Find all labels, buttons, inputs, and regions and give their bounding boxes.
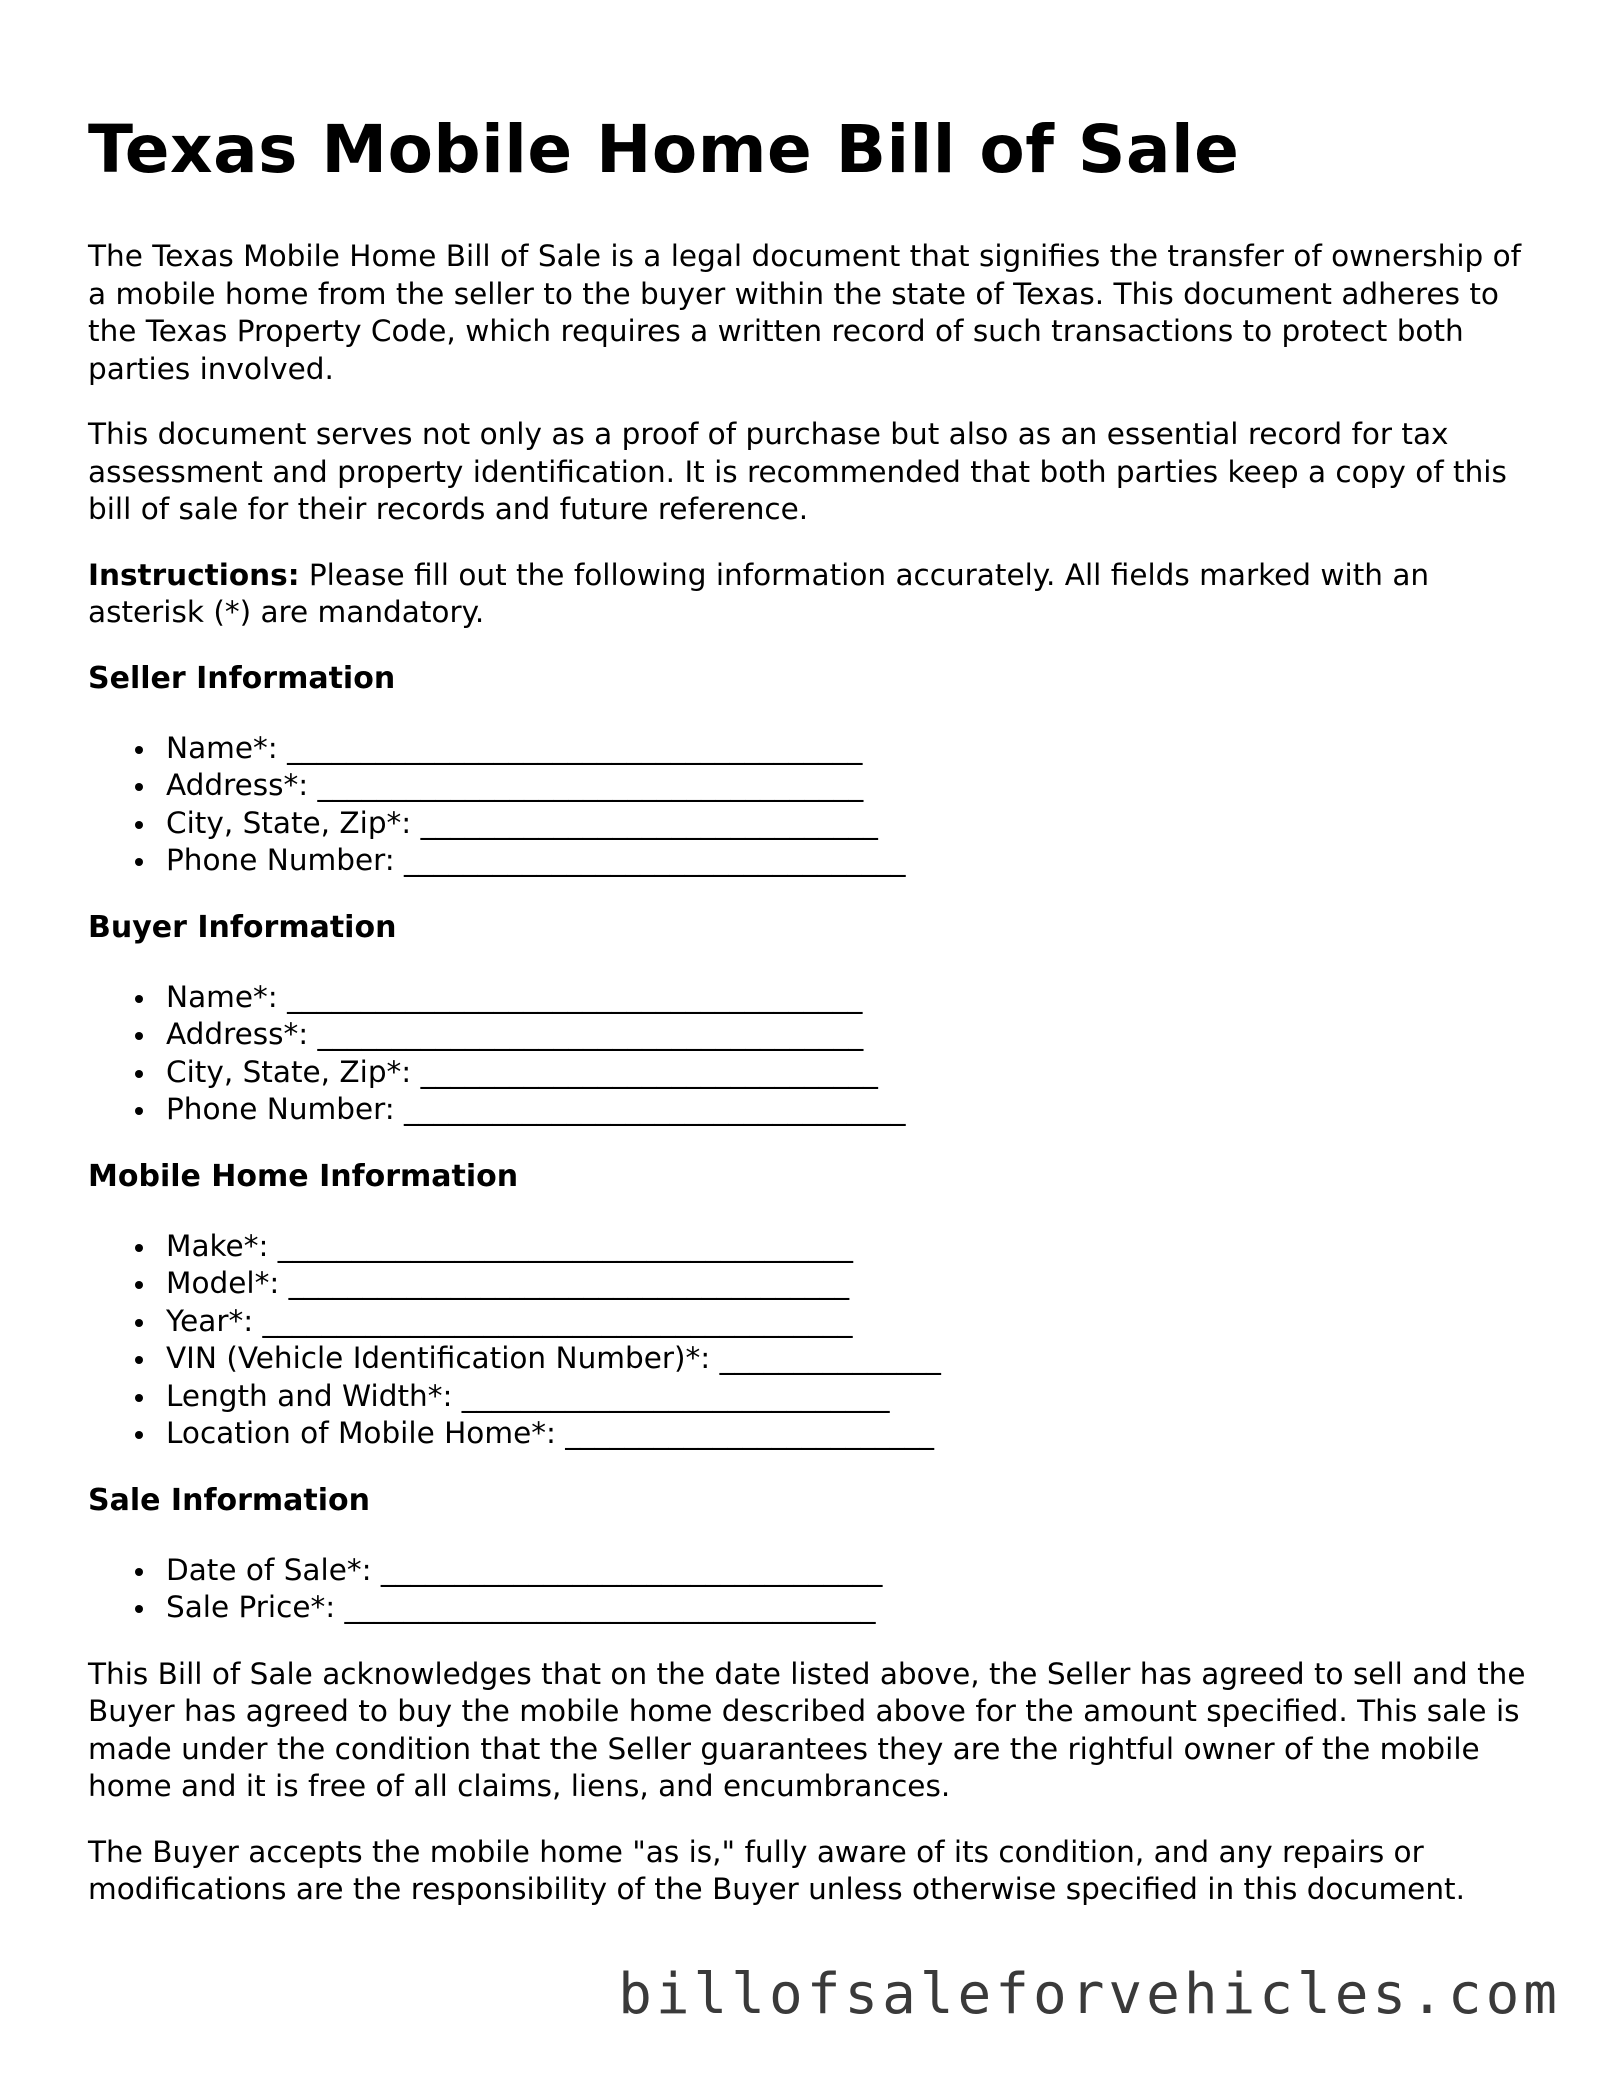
mobile-home-info-heading: Mobile Home Information bbox=[88, 1158, 519, 1194]
buyer-phone-field[interactable]: Phone Number: __________________________________ bbox=[88, 1091, 1528, 1129]
sale-info-list bbox=[88, 1552, 1528, 1627]
closing-paragraph-1: This Bill of Sale acknowledges that on the date listed above, the Seller has agreed to sell and the Buyer has agreed to buy the mobile home described above for the amount specified. This sale is made under the condition that the Seller guarantees they are the rightful owner of the mobile home and it is free of all claims, liens, and encumbrances. bbox=[88, 1656, 1526, 1803]
mobile-home-info-list bbox=[88, 1228, 1528, 1453]
instructions-paragraph bbox=[88, 557, 1528, 632]
seller-info-heading: Seller Information bbox=[88, 660, 396, 696]
page-title: Texas Mobile Home Bill of Sale bbox=[88, 111, 1240, 188]
buyer-name-field[interactable]: Name*: _______________________________________ bbox=[88, 979, 1528, 1017]
seller-info-list bbox=[88, 730, 1528, 880]
length-width-field[interactable]: Length and Width*: _____________________________ bbox=[88, 1378, 1528, 1416]
intro-paragraph-2: This document serves not only as a proof of purchase but also as an essential record for tax assessment and property identification. It is recommended that both parties keep a copy of this bill of sale for their records and future reference. bbox=[88, 417, 1507, 526]
year-field[interactable]: Year*: ________________________________________ bbox=[88, 1303, 1528, 1341]
make-field[interactable]: Make*: _______________________________________ bbox=[88, 1228, 1528, 1266]
date-of-sale-field[interactable]: Date of Sale*: __________________________________ bbox=[88, 1552, 1528, 1590]
vin-field[interactable]: VIN (Vehicle Identification Number)*: _______________ bbox=[88, 1340, 1528, 1378]
buyer-city-state-zip-field[interactable]: City, State, Zip*: _______________________________ bbox=[88, 1054, 1528, 1092]
closing-paragraph-2: The Buyer accepts the mobile home "as is," fully aware of its condition, and any repairs or modifications are the responsibility of the Buyer unless otherwise specified in this document. bbox=[88, 1834, 1465, 1906]
buyer-address-field[interactable]: Address*: _____________________________________ bbox=[88, 1016, 1528, 1054]
seller-phone-field[interactable]: Phone Number: __________________________________ bbox=[88, 842, 1528, 880]
document-page bbox=[88, 108, 1528, 1937]
seller-address-field[interactable]: Address*: _____________________________________ bbox=[88, 767, 1528, 805]
seller-name-field[interactable]: Name*: _______________________________________ bbox=[88, 730, 1528, 768]
location-field[interactable]: Location of Mobile Home*: _________________________ bbox=[88, 1415, 1528, 1453]
sale-price-field[interactable]: Sale Price*: ____________________________________ bbox=[88, 1589, 1528, 1627]
seller-city-state-zip-field[interactable]: City, State, Zip*: _______________________________ bbox=[88, 805, 1528, 843]
instructions-label: Instructions: bbox=[88, 557, 300, 592]
buyer-info-heading: Buyer Information bbox=[88, 909, 397, 945]
intro-paragraph-1: The Texas Mobile Home Bill of Sale is a legal document that signifies the transfer of ownership of a mobile home from the seller to the buyer within the state of Texas. This document adheres to the Texas Property Code, which requires a written record of such transactions to protect both parties involved. bbox=[88, 239, 1522, 386]
model-field[interactable]: Model*: ______________________________________ bbox=[88, 1265, 1528, 1303]
buyer-info-list bbox=[88, 979, 1528, 1129]
instructions-text: Please fill out the following information accurately. All fields marked with an asterisk (*) are mandatory. bbox=[88, 557, 1430, 629]
watermark: billofsaleforvehicles.com bbox=[618, 1962, 1561, 2027]
sale-info-heading: Sale Information bbox=[88, 1482, 370, 1518]
